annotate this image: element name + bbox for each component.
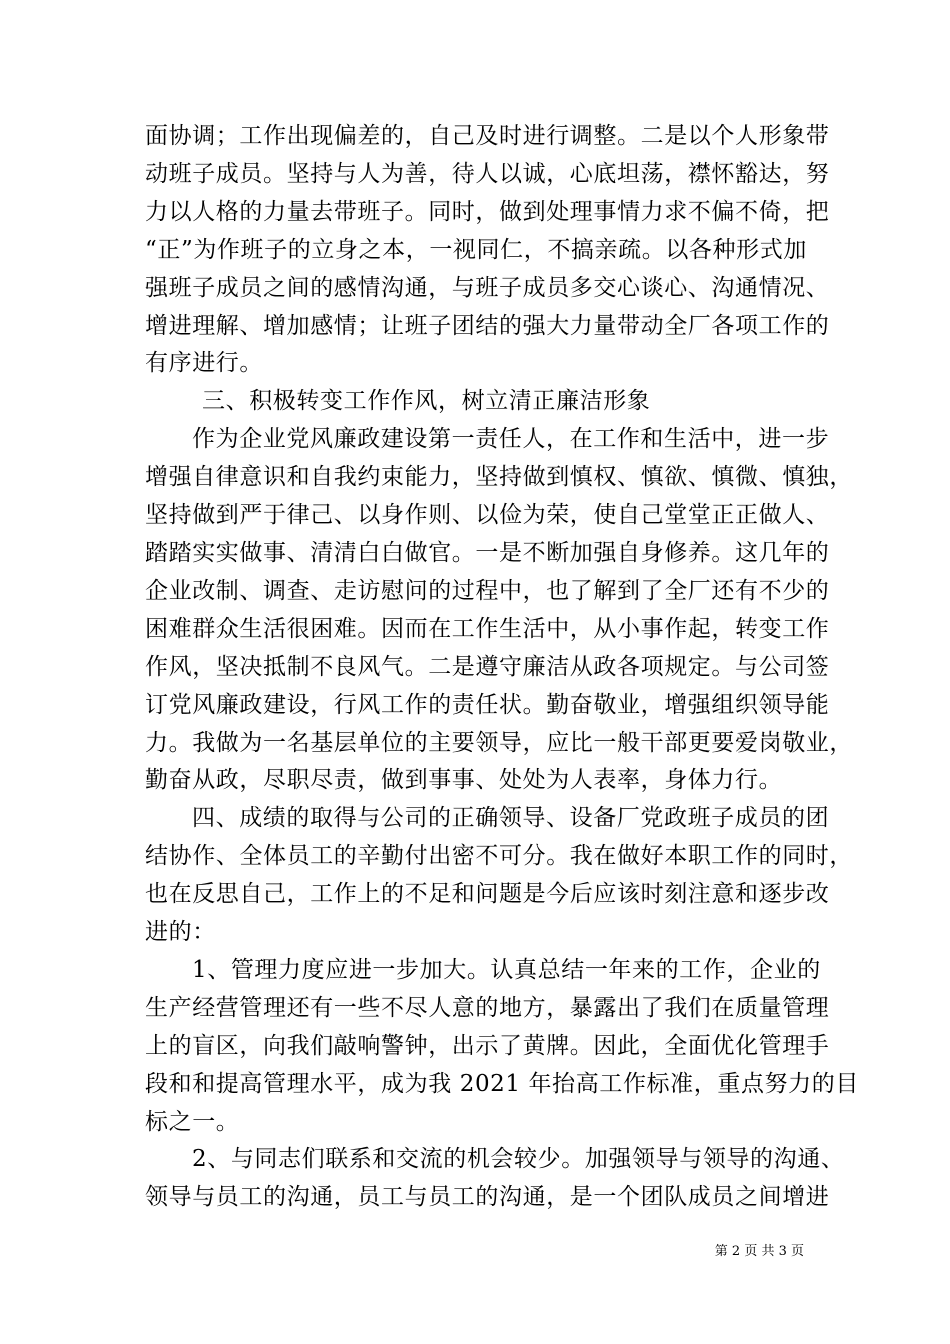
text-line: 有序进行。 — [145, 350, 263, 377]
text-line: 进的： — [145, 919, 216, 946]
text-line: 企业改制、调查、走访慰问的过程中，也了解到了全厂还有不少的 — [145, 577, 830, 604]
text-line: 订党风廉政建设，行风工作的责任状。勤奋敬业，增强组织领导能 — [145, 691, 830, 718]
page-number: 第 2 页 共 3 页 — [714, 1244, 804, 1259]
text-line: 标之一。 — [145, 1108, 240, 1135]
text-line: 动班子成员。坚持与人为善，待人以诚，心底坦荡，襟怀豁达，努 — [145, 160, 830, 187]
text-line: “正”为作班子的立身之本，一视同仁，不搞亲疏。以各种形式加 — [145, 236, 807, 263]
text-line: 勤奋从政，尽职尽责，做到事事、处处为人表率，身体力行。 — [145, 767, 783, 794]
text-line: 结协作、全体员工的辛勤付出密不可分。我在做好本职工作的同时， — [145, 843, 853, 870]
text-line: 增强自律意识和自我约束能力，坚持做到慎权、慎欲、慎微、慎独， — [145, 464, 853, 491]
text-line: 上的盲区，向我们敲响警钟，出示了黄牌。因此，全面优化管理手 — [145, 1032, 830, 1059]
text-line: 作风，坚决抵制不良风气。二是遵守廉洁从政各项规定。与公司签 — [145, 653, 830, 680]
text-line: 踏踏实实做事、清清白白做官。一是不断加强自身修养。这几年的 — [145, 539, 830, 566]
text-line: 困难群众生活很困难。因而在工作生活中，从小事作起，转变工作 — [145, 615, 830, 642]
section-heading: 四、成绩的取得与公司的正确领导、设备厂党政班子成员的团 — [192, 805, 830, 832]
text-line: 增进理解、增加感情；让班子团结的强大力量带动全厂各项工作的 — [145, 312, 830, 339]
document-body — [145, 118, 859, 1217]
text-line: 作为企业党风廉政建设第一责任人，在工作和生活中，进一步 — [192, 426, 830, 453]
text-line: 生产经营管理还有一些不尽人意的地方，暴露出了我们在质量管理 — [145, 994, 830, 1021]
text-line: 力。我做为一名基层单位的主要领导，应比一般干部更要爱岗敬业， — [145, 729, 853, 756]
section-heading: 三、积极转变工作作风，树立清正廉洁形象 — [202, 388, 651, 415]
text-line: 段和和提高管理水平，成为我 2021 年抬高工作标准，重点努力的目 — [145, 1070, 859, 1097]
text-line: 也在反思自己，工作上的不足和问题是今后应该时刻注意和逐步改 — [145, 881, 830, 908]
list-item-heading: 1、管理力度应进一步加大。认真总结一年来的工作，企业的 — [192, 956, 821, 983]
text-line: 领导与员工的沟通，员工与员工的沟通，是一个团队成员之间增进 — [145, 1184, 830, 1211]
text-line: 面协调；工作出现偏差的，自己及时进行调整。二是以个人形象带 — [145, 123, 830, 149]
text-line: 坚持做到严于律己、以身作则、以俭为荣，使自己堂堂正正做人、 — [145, 502, 830, 529]
list-item-heading: 2、与同志们联系和交流的机会较少。加强领导与领导的沟通、 — [192, 1146, 845, 1173]
text-line: 强班子成员之间的感情沟通，与班子成员多交心谈心、沟通情况、 — [145, 274, 830, 301]
text-line: 力以人格的力量去带班子。同时，做到处理事情力求不偏不倚，把 — [145, 198, 830, 225]
